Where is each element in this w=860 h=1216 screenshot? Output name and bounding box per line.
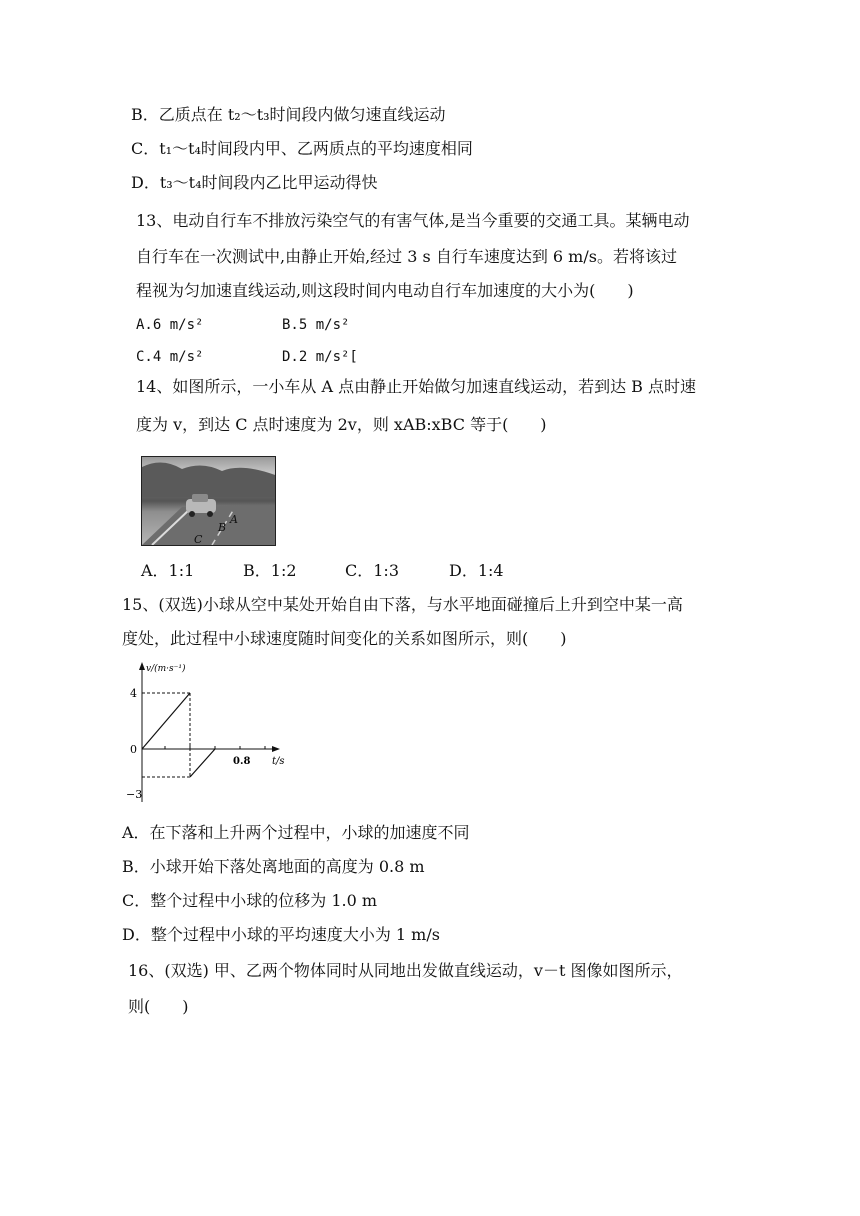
q15-option-c: C．整个过程中小球的位移为 1.0 m [122,891,378,910]
q15-option-b: B．小球开始下落处离地面的高度为 0.8 m [122,857,425,876]
q13-option-d: D.2 m/s²[ [282,349,358,365]
y-axis-arrow-icon [139,662,145,670]
q13-option-c: C.4 m/s² [136,349,204,365]
road-car-photo [141,456,276,546]
q15-option-d: D．整个过程中小球的平均速度大小为 1 m/s [122,925,440,944]
photo-label-b: B [218,521,227,534]
graph-ylabel: v/(m·s⁻¹) [146,664,186,674]
graph-tick-neg3: −3 [126,788,143,801]
q16-stem-line1: 16、(双选) 甲、乙两个物体同时从同地出发做直线运动，v－t 图像如图所示， [128,961,683,980]
photo-label-a: A [230,513,238,526]
q14-stem-line1: 14、如图所示，一小车从 A 点由静止开始做匀加速直线运动，若到达 B 点时速 [136,377,697,396]
x-axis-arrow-icon [272,746,280,752]
q13-stem-line2: 自行车在一次测试中,由静止开始,经过 3 s 自行车速度达到 6 m/s。若将该过 [136,247,677,266]
q12-option-d: D．t₃～t₄时间段内乙比甲运动得快 [131,173,378,192]
q15-option-a: A．在下落和上升两个过程中，小球的加速度不同 [122,823,470,842]
graph-tick-0-8: 0.8 [233,756,251,767]
q14-option-c: C．1:3 [345,561,399,580]
q15-stem-line2: 度处，此过程中小球速度随时间变化的关系如图所示，则( ) [122,629,567,648]
graph-tick-0: 0 [130,743,137,756]
q12-option-c: C．t₁～t₄时间段内甲、乙两质点的平均速度相同 [131,139,473,158]
graph-tick-4: 4 [130,687,137,700]
q13-stem-line1: 13、电动自行车不排放污染空气的有害气体,是当今重要的交通工具。某辆电动 [136,211,690,230]
q13-option-b: B.5 m/s² [282,317,350,333]
q14-option-d: D．1:4 [449,561,504,580]
q14-option-a: A．1:1 [141,561,195,580]
graph-xlabel: t/s [272,756,285,767]
road-scene-illustration [142,457,275,545]
q14-stem-line2: 度为 v，到达 C 点时速度为 2v，则 xAB:xBC 等于( ) [136,415,547,434]
q16-stem-line2: 则( ) [128,997,189,1016]
q14-option-b: B．1:2 [243,561,297,580]
q13-option-a: A.6 m/s² [136,317,204,333]
photo-label-c: C [194,533,203,545]
q15-stem-line1: 15、(双选)小球从空中某处开始自由下落，与水平地面碰撞后上升到空中某一高 [122,595,683,614]
velocity-time-graph [122,660,292,812]
falling-segment [142,693,190,749]
rising-segment [190,749,215,777]
q13-stem-line3: 程视为匀加速直线运动,则这段时间内电动自行车加速度的大小为( ) [136,281,634,300]
q12-option-b: B．乙质点在 t₂～t₃时间段内做匀速直线运动 [131,105,446,124]
